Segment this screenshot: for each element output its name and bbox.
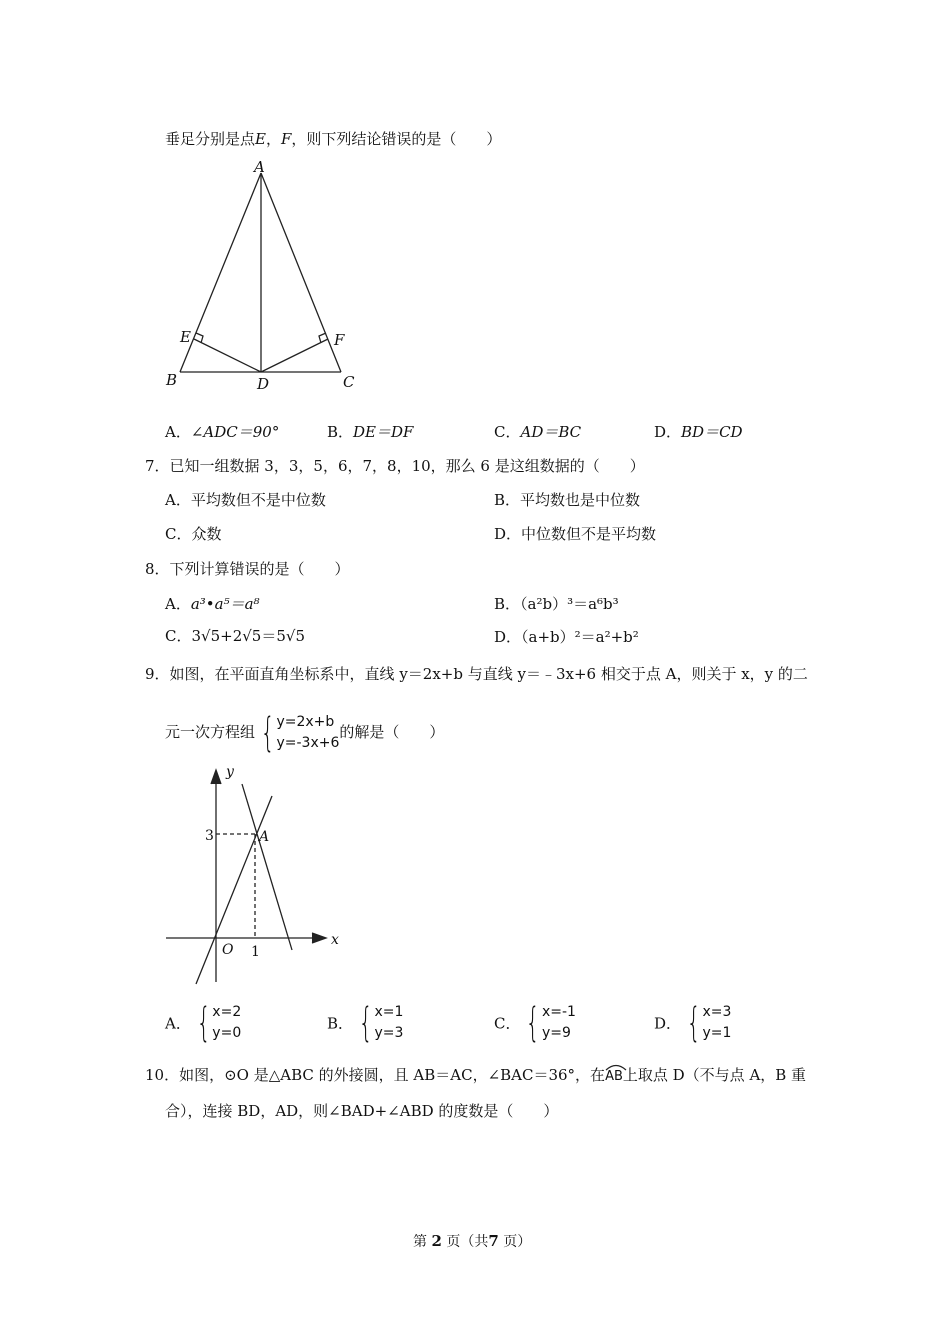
q6-option-d[interactable]: D．BD＝CD [654,423,743,441]
q9-option-b[interactable]: B． { x=1 y=3 [327,1000,404,1046]
label-B: B [166,371,178,389]
graph-label-A: A [259,829,270,845]
label-A: A [254,158,265,176]
page-footer: 第 2 页（共7 页） [413,1232,532,1250]
q9-option-d[interactable]: D． { x=3 y=1 [654,1000,732,1046]
q8-option-c[interactable]: C．3√5+2√5＝5√5 [165,627,305,645]
q7-option-b[interactable]: B．平均数也是中位数 [494,491,641,509]
graph-label-one: 1 [251,944,260,960]
q8-option-a[interactable]: A．a³•a⁵＝a⁸ [165,595,260,613]
q8-option-c-expr: 3√5+2√5＝5√5 [191,627,305,645]
q9-stem-line2: 元一次方程组 { y=2x+b y=-3x+6 的解是（ ） [165,710,445,756]
q10-stem-line2: 合），连接 BD，AD，则∠BAD+∠ABD 的度数是（ ） [165,1102,559,1120]
q7-option-d[interactable]: D．中位数但不是平均数 [494,525,657,543]
q9-stem-line1: 9．如图，在平面直角坐标系中，直线 y＝2x+b 与直线 y＝﹣3x+6 相交于点 A，则关于 x，y 的二 [145,665,808,683]
q6-option-a[interactable]: A．∠ADC＝90° [165,423,280,441]
q10-stem-line1: 10．如图，⊙O 是△ABC 的外接圆，且 AB＝AC，∠BAC＝36°，在 AB上取点 D（不与点 A，B 重 [145,1066,807,1084]
q6-triangle-figure [160,155,370,400]
q7-option-c[interactable]: C．众数 [165,525,222,543]
q6-option-c[interactable]: C．AD＝BC [494,423,582,441]
label-D: D [257,375,270,393]
label-E: E [180,328,191,346]
label-F: F [334,331,345,349]
q9-option-c[interactable]: C． { x=-1 y=9 [494,1000,576,1046]
q9-coordinate-graph [160,762,350,987]
graph-label-origin: O [222,942,234,958]
current-page: 2 [431,1232,442,1250]
q6-option-b[interactable]: B．DE＝DF [327,423,414,441]
total-pages: 7 [488,1232,499,1250]
q8-option-d-expr: （a+b）²＝a²+b² [521,628,639,646]
graph-label-y: y [226,764,234,780]
q6-stem: 垂足分别是点E，F，则下列结论错误的是（ ） [165,130,502,148]
q7-option-a[interactable]: A．平均数但不是中位数 [165,491,326,509]
q8-option-a-expr: a³•a⁵＝a⁸ [190,595,260,613]
graph-label-x: x [331,932,339,948]
graph-label-three: 3 [205,828,214,844]
arc-ab: AB [605,1065,623,1084]
q8-option-b[interactable]: B．（a²b）³＝a⁶b³ [494,595,619,613]
q9-option-a[interactable]: A． { x=2 y=0 [165,1000,242,1046]
q7-stem: 7．已知一组数据 3，3，5，6，7，8，10，那么 6 是这组数据的（ ） [145,457,645,475]
q8-stem: 8．下列计算错误的是（ ） [145,560,350,578]
q8-option-d[interactable]: D．（a+b）²＝a²+b² [494,628,639,646]
label-C: C [343,373,355,391]
q8-option-b-expr: （a²b）³＝a⁶b³ [520,595,619,613]
q9-equation-system: { y=2x+b y=-3x+6 [260,710,340,756]
